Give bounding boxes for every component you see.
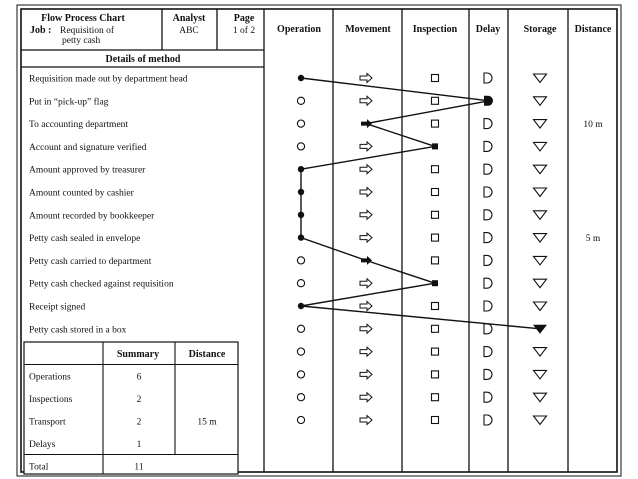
movement-arrow-icon xyxy=(360,370,372,379)
analyst-label: Analyst xyxy=(172,13,206,24)
storage-triangle-icon xyxy=(534,370,547,379)
storage-triangle-icon xyxy=(534,165,547,174)
summary-distance-header: Distance xyxy=(188,349,226,360)
storage-triangle-icon xyxy=(534,97,547,106)
inspection-square-icon xyxy=(432,371,439,378)
movement-arrow-icon xyxy=(360,74,372,83)
method-step-label: Requisition made out by department head xyxy=(29,74,188,85)
method-step-label: Amount approved by treasurer xyxy=(29,165,146,176)
inspection-square-icon xyxy=(432,325,439,332)
movement-arrow-icon xyxy=(360,279,372,288)
delay-d-icon xyxy=(484,141,492,151)
inspection-square-icon xyxy=(432,417,439,424)
method-step-label: Receipt signed xyxy=(29,302,86,313)
movement-arrow-icon xyxy=(360,142,372,151)
delay-d-icon xyxy=(484,324,492,334)
operation-circle-icon xyxy=(297,371,304,378)
inspection-square-icon xyxy=(432,189,439,196)
method-step-label: To accounting department xyxy=(29,120,129,131)
storage-triangle-icon xyxy=(534,348,547,357)
storage-triangle-icon xyxy=(534,188,547,197)
movement-arrow-icon xyxy=(360,96,372,105)
delay-d-icon xyxy=(484,301,492,311)
inspection-square-icon xyxy=(432,211,439,218)
movement-arrow-icon xyxy=(360,393,372,402)
storage-triangle-filled xyxy=(533,325,547,334)
method-step-label: Petty cash checked against requisition xyxy=(29,279,174,290)
step-distance: 5 m xyxy=(585,234,601,245)
method-step-label: Petty cash carried to department xyxy=(29,256,152,267)
delay-d-icon xyxy=(484,278,492,288)
method-step-label: Petty cash stored in a box xyxy=(29,325,127,336)
step-distance: 10 m xyxy=(583,120,603,131)
column-movement: Movement xyxy=(345,24,391,35)
storage-triangle-icon xyxy=(534,142,547,151)
movement-arrow-icon xyxy=(360,210,372,219)
summary-row-count: 6 xyxy=(136,372,142,383)
delay-d-icon xyxy=(484,119,492,129)
method-step-label: Petty cash sealed in envelope xyxy=(29,234,141,245)
storage-triangle-icon xyxy=(534,211,547,220)
storage-triangle-icon xyxy=(534,120,547,129)
job-label: Job : xyxy=(30,25,52,36)
delay-d-icon xyxy=(484,255,492,265)
delay-d-icon xyxy=(484,415,492,425)
delay-d-icon xyxy=(484,73,492,83)
delay-d-icon xyxy=(484,369,492,379)
delay-d-icon xyxy=(484,164,492,174)
summary-row-count: 1 xyxy=(136,440,142,450)
movement-arrow-icon xyxy=(360,165,372,174)
column-inspection: Inspection xyxy=(412,24,458,35)
storage-triangle-icon xyxy=(534,234,547,243)
method-step-label: Amount counted by cashier xyxy=(29,188,134,199)
summary-row-count: 2 xyxy=(136,417,142,428)
delay-d-icon xyxy=(484,210,492,220)
operation-circle-icon xyxy=(297,325,304,332)
column-operation: Operation xyxy=(277,24,321,35)
summary-row-label: Operations xyxy=(29,372,71,383)
inspection-square-icon xyxy=(432,97,439,104)
operation-circle-icon xyxy=(297,280,304,287)
inspection-square-icon xyxy=(432,348,439,355)
method-row xyxy=(29,119,603,131)
job-text-line2: petty cash xyxy=(62,36,101,46)
inspection-square-icon xyxy=(432,234,439,241)
page-label: Page xyxy=(233,13,255,24)
summary-row-label: Inspections xyxy=(29,395,73,405)
movement-arrow-icon xyxy=(360,416,372,425)
flow-path-line xyxy=(301,78,540,329)
delay-d-icon xyxy=(484,233,492,243)
method-row xyxy=(297,415,546,425)
operation-circle-icon xyxy=(297,348,304,355)
summary-header: Summary xyxy=(116,349,160,360)
column-delay: Delay xyxy=(475,24,501,35)
storage-triangle-icon xyxy=(534,74,547,83)
method-step-label: Put in “pick-up” flag xyxy=(29,97,109,108)
inspection-square-icon xyxy=(432,166,439,173)
summary-row-label: Total xyxy=(29,462,49,473)
storage-triangle-icon xyxy=(534,393,547,402)
operation-circle-icon xyxy=(297,97,304,104)
operation-circle-icon xyxy=(297,257,304,264)
summary-row-label: Transport xyxy=(29,417,66,428)
movement-arrow-icon xyxy=(360,188,372,197)
inspection-square-icon xyxy=(432,303,439,310)
summary-row-distance: 15 m xyxy=(197,417,217,428)
movement-arrow-icon xyxy=(360,302,372,311)
movement-arrow-icon xyxy=(360,233,372,242)
operation-circle-icon xyxy=(297,416,304,423)
details-heading: Details of method xyxy=(105,54,181,65)
inspection-square-icon xyxy=(432,120,439,127)
flow-path xyxy=(301,78,540,329)
delay-d-icon xyxy=(484,187,492,197)
summary-row-label: Delays xyxy=(29,440,56,450)
storage-triangle-icon xyxy=(534,416,547,425)
storage-triangle-icon xyxy=(534,302,547,311)
movement-arrow-icon xyxy=(360,347,372,356)
storage-triangle-icon xyxy=(534,279,547,288)
operation-circle-icon xyxy=(297,394,304,401)
delay-d-icon xyxy=(484,392,492,402)
operation-circle-icon xyxy=(297,143,304,150)
page-value: 1 of 2 xyxy=(232,26,256,36)
column-storage: Storage xyxy=(523,24,557,35)
summary-row-count: 2 xyxy=(136,395,142,405)
movement-arrow-icon xyxy=(360,324,372,333)
storage-triangle-icon xyxy=(534,256,547,265)
method-row xyxy=(297,347,546,357)
inspection-square-icon xyxy=(432,257,439,264)
column-distance: Distance xyxy=(574,24,612,35)
method-step-label: Amount recorded by bookkeeper xyxy=(29,211,155,222)
method-row xyxy=(297,369,546,379)
analyst-value: ABC xyxy=(179,26,199,36)
summary-row-count: 11 xyxy=(134,462,144,473)
chart-title: Flow Process Chart xyxy=(41,13,125,24)
summary-table xyxy=(24,342,238,474)
delay-d-icon xyxy=(484,347,492,357)
method-step-label: Account and signature verified xyxy=(29,142,147,153)
operation-circle-icon xyxy=(297,120,304,127)
inspection-square-icon xyxy=(432,394,439,401)
method-row xyxy=(297,392,546,402)
inspection-square-icon xyxy=(432,75,439,82)
job-text-line1: Requisition of xyxy=(60,26,115,36)
